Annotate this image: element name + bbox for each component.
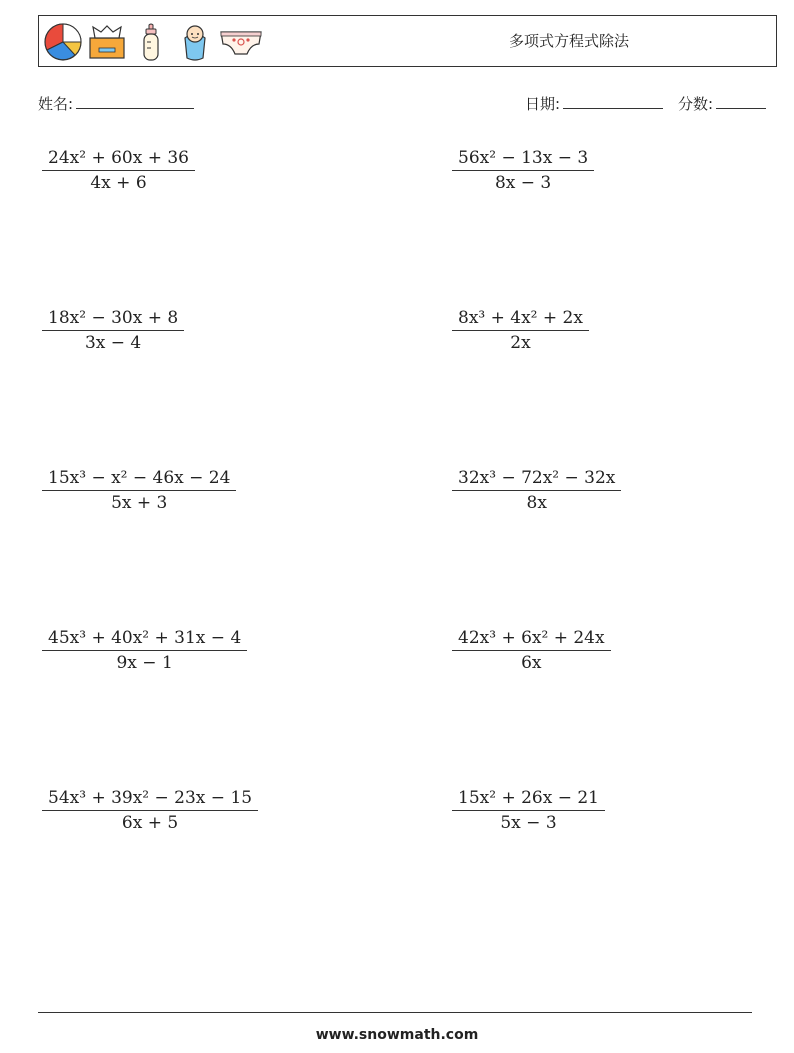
date-label: 日期: [525,95,561,113]
problem-9 [42,788,258,833]
fraction [452,308,589,353]
fraction [42,308,184,353]
problem-3 [42,308,184,353]
problem-5 [42,468,236,513]
denominator: 6x [521,653,542,673]
beach-ball-icon [43,22,83,62]
footer-divider [38,1012,752,1013]
denominator: 5x − 3 [500,813,557,833]
problem-2 [452,148,594,193]
denominator: 5x + 3 [111,493,168,513]
worksheet-header [38,15,777,67]
fraction [42,468,236,513]
numerator: 42x³ + 6x² + 24x [452,628,611,651]
numerator: 15x² + 26x − 21 [452,788,605,811]
denominator: 6x + 5 [121,813,179,833]
fraction [452,468,621,513]
header-icons [43,20,263,64]
score-field [678,92,766,115]
problem-7 [42,628,247,673]
fraction [452,788,605,833]
score-label: 分数: [678,95,714,113]
denominator: 8x [526,493,547,513]
numerator: 32x³ − 72x² − 32x [452,468,621,491]
problem-4 [452,308,589,353]
denominator: 8x − 3 [494,173,552,193]
problem-8 [452,628,611,673]
tissue-box-icon [87,22,127,62]
denominator: 9x − 1 [116,653,173,673]
denominator: 2x [510,333,531,353]
footer-url[interactable]: www.snowmath.com [315,1027,479,1043]
date-blank[interactable] [563,92,663,109]
problem-6 [452,468,621,513]
worksheet-title: 多项式方程式除法 [509,32,630,50]
score-blank[interactable] [716,92,766,109]
name-blank[interactable] [76,92,194,109]
fraction [42,788,258,833]
numerator: 54x³ + 39x² − 23x − 15 [42,788,258,811]
date-field [525,92,663,115]
swaddled-baby-icon [175,22,215,62]
baby-bottle-icon [131,22,171,62]
numerator: 15x³ − x² − 46x − 24 [42,468,236,491]
numerator: 18x² − 30x + 8 [42,308,184,331]
denominator: 3x − 4 [84,333,142,353]
problem-10 [452,788,605,833]
diaper-icon [219,22,263,62]
numerator: 8x³ + 4x² + 2x [452,308,589,331]
fraction [42,628,247,673]
fraction [452,148,594,193]
numerator: 24x² + 60x + 36 [42,148,195,171]
denominator: 4x + 6 [90,173,147,193]
name-field [38,92,194,115]
fraction [452,628,611,673]
name-label: 姓名: [38,95,74,113]
fraction [42,148,195,193]
problem-1 [42,148,195,193]
numerator: 45x³ + 40x² + 31x − 4 [42,628,247,651]
numerator: 56x² − 13x − 3 [452,148,594,171]
